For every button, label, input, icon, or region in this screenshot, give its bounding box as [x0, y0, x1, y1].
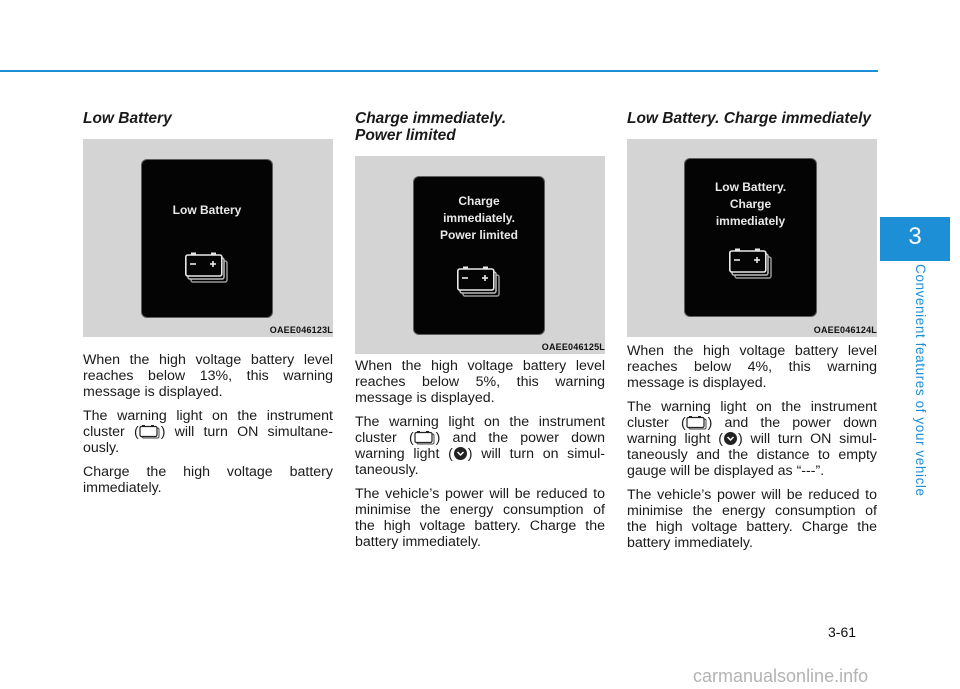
battery-warning-icon: [139, 424, 161, 439]
cluster-screen: [414, 177, 544, 334]
cluster-screen: [142, 160, 272, 317]
battery-warning-icon: [414, 430, 436, 445]
paragraph: The warning light on the instrument cluster ( ) and the power down warning light ( ) will turn on simul-taneously.: [355, 414, 605, 478]
paragraph: The vehicle’s power will be reduced to minimise the energy consumption of the high voltage battery. Charge the battery immediately.: [355, 486, 605, 550]
paragraph: When the high voltage battery level reaches below 5%, this warning message is displayed.: [355, 358, 605, 406]
paragraph: Charge the high voltage battery immediately.: [83, 464, 333, 496]
screen-message: Charge immediately. Power limited: [439, 194, 519, 242]
battery-warning-icon: [729, 248, 775, 280]
paragraph: The warning light on the instrument cluster ( ) will turn ON simultane-ously.: [83, 408, 333, 456]
paragraph: The warning light on the instrument cluster ( ) and the power down warning light ( ) will turn ON simul-taneously and the distance to empty gauge will be displayed as “---”.: [627, 399, 877, 479]
cluster-screen: [685, 159, 816, 316]
section-heading: Low Battery: [83, 110, 172, 127]
power-down-warning-icon: [723, 431, 738, 446]
section-heading: Low Battery. Charge immediately: [627, 110, 872, 127]
battery-warning-icon: [457, 266, 503, 298]
image-code: OAEE046123L: [269, 325, 333, 335]
image-code: OAEE046125L: [541, 342, 605, 352]
battery-warning-icon: [686, 415, 708, 430]
screen-message: Low Battery: [172, 203, 242, 217]
cluster-figure: [355, 156, 605, 354]
section-charge-immediately-power-limited: [355, 110, 605, 558]
paragraph: When the high voltage battery level reaches below 4%, this warning message is displayed.: [627, 343, 877, 391]
section-heading: Charge immediately. Power limited: [355, 110, 507, 144]
section-low-battery-charge-immediately: [627, 110, 877, 559]
header-rule: [0, 70, 878, 72]
section-low-battery: [83, 110, 333, 504]
paragraph: When the high voltage battery level reaches below 13%, this warning message is displayed.: [83, 352, 333, 400]
watermark: carmanualsonline.info: [693, 666, 869, 686]
chapter-title: Convenient features of your vehicle: [913, 264, 928, 497]
cluster-figure: [83, 139, 333, 337]
chapter-number: 3: [908, 223, 922, 250]
power-down-warning-icon: [453, 446, 468, 461]
battery-warning-icon: [185, 252, 231, 284]
cluster-figure: [627, 139, 877, 337]
screen-message: Low Battery. Charge immediately: [714, 180, 787, 228]
paragraph: The vehicle’s power will be reduced to minimise the energy consumption of the high voltage battery. Charge the battery immediately.: [627, 487, 877, 551]
chapter-tab: [880, 217, 950, 261]
page-number: 3-61: [828, 624, 857, 640]
image-code: OAEE046124L: [813, 325, 877, 335]
